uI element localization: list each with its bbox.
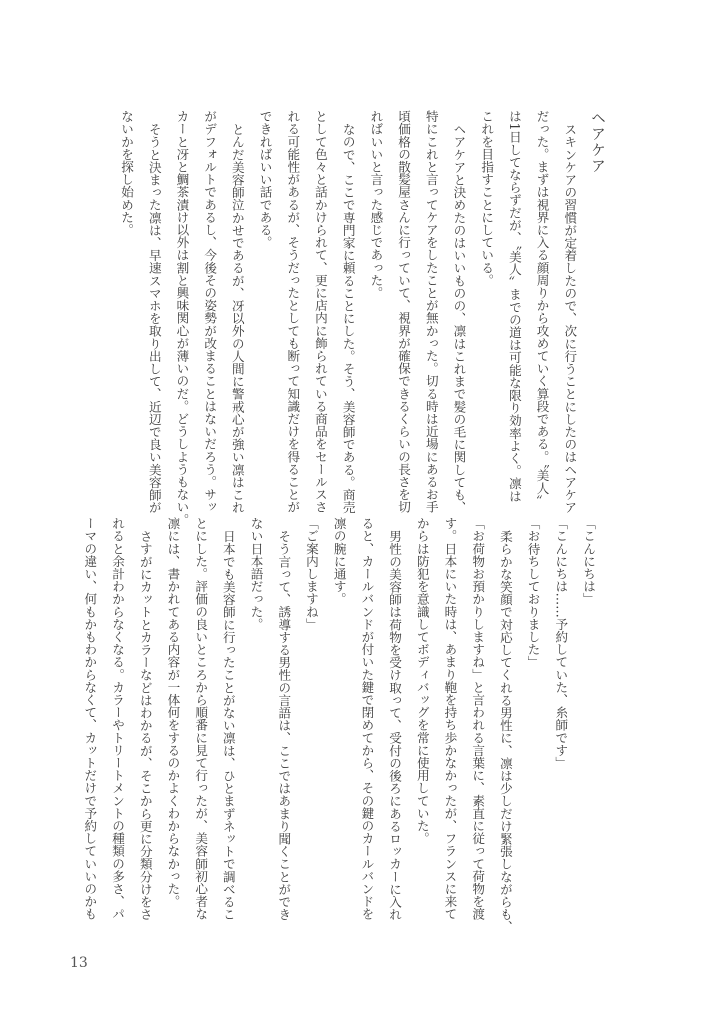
- text-line: ればいいと言った感じであった。: [368, 110, 384, 299]
- text-line: 「こんにちは……予約していた、糸師です」: [553, 517, 569, 769]
- text-line: 「お待ちしておりました」: [525, 517, 541, 669]
- text-line: なので、ここで専門家に頼ることにした。そう、美容師である。商売: [340, 122, 356, 514]
- text-line: す。日本にいた時は、あまり鞄を持ち歩かなかったが、フランスに来て: [442, 517, 458, 921]
- text-line: できればいい話である。: [257, 110, 273, 249]
- text-line: れると余計わからなくなる。カラーやトリートメントの種類の多さ、パ: [110, 517, 126, 921]
- text-line: 「お荷物お預かりしますね」と言われる言葉に、素直に従って荷物を渡: [470, 517, 486, 921]
- text-line: そうと決まった凛は、早速スマホを取り出して、近辺で良い美容師が: [146, 122, 162, 514]
- text-line: そう言って、誘導する男性の言語は、ここではあまり聞くことができ: [276, 529, 292, 921]
- lower-text-block: [76, 517, 602, 933]
- text-line: からは防犯を意識してボディバッグを常に使用していた。: [414, 517, 430, 845]
- text-line: 「こんにちは」: [581, 517, 596, 606]
- text-line: スキンケアの習慣が定着したので、次に行うことにしたのはヘアケア: [562, 122, 578, 514]
- text-line: さすがにカットとカラーなどはわかるが、そこから更に分類分けをさ: [137, 529, 153, 921]
- upper-text-block: [112, 110, 611, 526]
- text-line: だった。まずは視界に入る顔周りから攻めていく算段である。〝美人〟: [534, 110, 550, 507]
- text-line: がデフォルトであるし、今後その姿勢が改まることはないだろう。サッ: [202, 110, 218, 514]
- chapter-title: ヘアケア: [589, 110, 607, 174]
- text-line: 特にこれと言ってケアをしたことが無かった。切る時は近場にあるお手: [423, 110, 439, 514]
- text-line: ないかを探し始めた。: [119, 110, 135, 236]
- text-line: れる可能性があるが、そうだったとしても断って知識だけを得ることが: [285, 110, 301, 514]
- text-line: カーと冴と鯛茶漬け以外は割と興味関心が薄いのだ。どうしようもない。: [174, 110, 190, 526]
- page-number: 13: [70, 955, 88, 971]
- text-line: 柔らかな笑顔で対応してくれる男性に、凛は少しだけ緊張しながらも、: [497, 529, 513, 933]
- text-line: ヘアケアと決めたのはいいものの、凛はこれまで髪の毛に関しても、: [451, 122, 467, 514]
- text-line: ない日本語だった。: [248, 517, 264, 631]
- text-line: とんだ美容師泣かせであるが、冴以外の人間に警戒心が強い凛はこれ: [229, 122, 245, 514]
- text-line: 頃価格の散髪屋さんに行っていて、視界が確保できるくらいの長さを切: [396, 110, 412, 514]
- text-line: とにした。評価の良いところから順番に見て行ったが、美容師初心者な: [193, 517, 209, 921]
- text-line: は1日してならずだが、〝美人〟までの道は可能な限り効率よく。凛は: [506, 110, 522, 503]
- text-line: 日本でも美容師に行ったことがない凛は、ひとまずネットで調べるこ: [220, 529, 236, 921]
- text-line: 凛には、書かれてある内容が一体何をするのかよくわからなかった。: [165, 517, 181, 908]
- text-line: ると、カールバンドが付いた鍵で閉めてから、その鍵のカールバンドを: [359, 517, 375, 921]
- text-line: として色々と話かけられて、更に店内に飾られている商品をセールスさ: [312, 110, 328, 514]
- text-line: これを目指すことにしている。: [479, 110, 495, 287]
- text-line: 凛の腕に通す。: [331, 517, 347, 606]
- text-line: 「ご案内しますね」: [303, 517, 319, 631]
- text-line: ーマの違い、何もかもわからなくて、カットだけで予約していいのかも: [82, 517, 98, 921]
- text-line: 男性の美容師は荷物を受け取って、受付の後ろにあるロッカーに入れ: [387, 529, 403, 921]
